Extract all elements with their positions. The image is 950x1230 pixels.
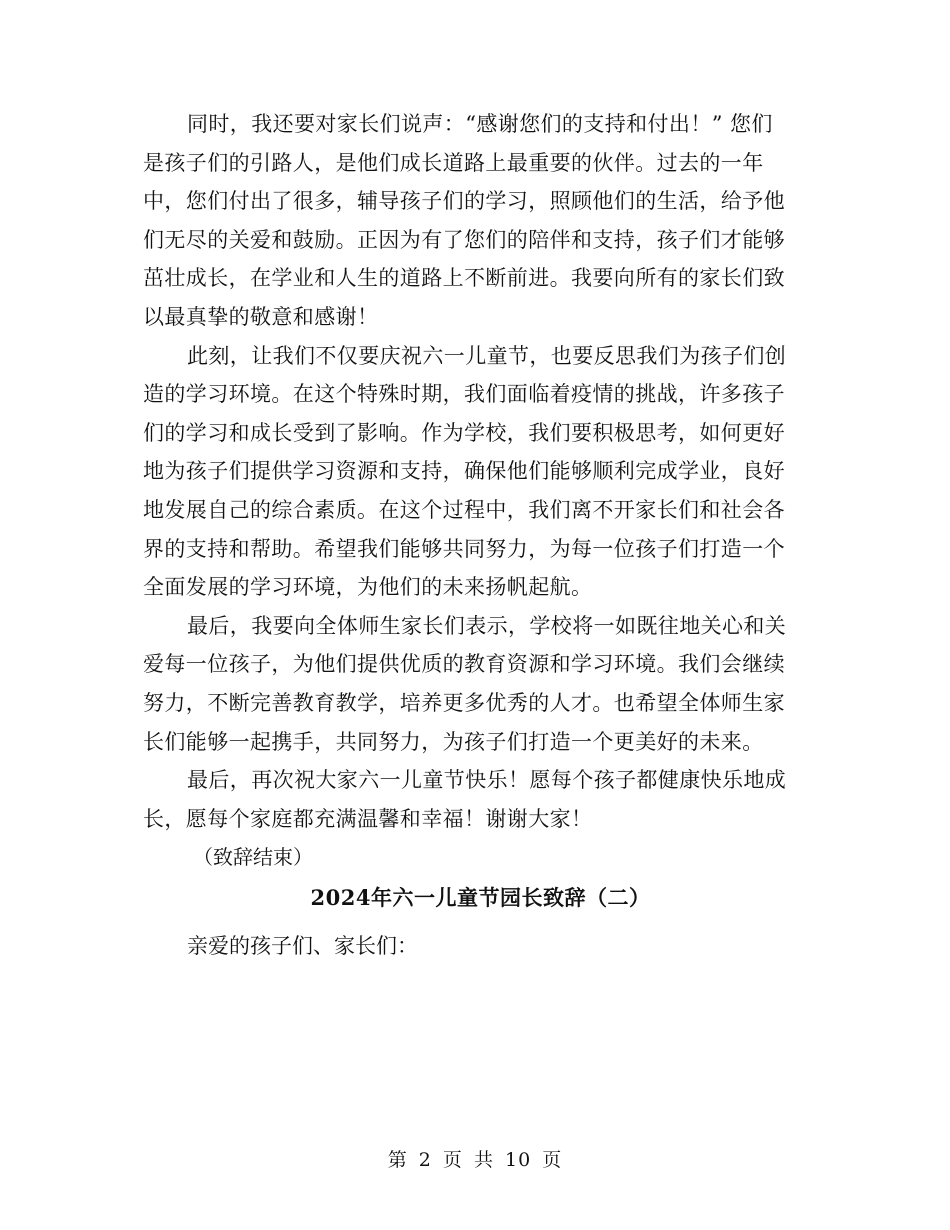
section-heading: 2024年六一儿童节园长致辞（二） — [310, 884, 651, 910]
text-line: 界的支持和帮助。希望我们能够共同努力，为每一位孩子们打造一个 — [143, 536, 785, 561]
text-line: 们的学习和成长受到了影响。作为学校，我们要积极思考，如何更好 — [143, 420, 785, 445]
text-line: 是孩子们的引路人，是他们成长道路上最重要的伙伴。过去的一年 — [143, 150, 764, 175]
salutation: 亲爱的孩子们、家长们： — [187, 933, 418, 958]
text-line: 地为孩子们提供学习资源和支持，确保他们能够顺利完成学业，良好 — [143, 459, 785, 484]
text-line: 最后，我要向全体师生家长们表示，学校将一如既往地关心和关 — [187, 613, 787, 638]
text-line: 造的学习环境。在这个特殊时期，我们面临着疫情的挑战，许多孩子 — [143, 382, 785, 407]
text-line: 爱每一位孩子，为他们提供优质的教育资源和学习环境。我们会继续 — [143, 652, 785, 677]
text-line: 全面发展的学习环境，为他们的未来扬帆起航。 — [143, 575, 593, 600]
text-line: 们无尽的关爱和鼓励。正因为有了您们的陪伴和支持，孩子们才能够 — [143, 227, 785, 252]
text-line: 地发展自己的综合素质。在这个过程中，我们离不开家长们和社会各 — [143, 497, 785, 522]
text-line: 此刻，让我们不仅要庆祝六一儿童节，也要反思我们为孩子们创 — [187, 343, 787, 368]
text-line: 茁壮成长，在学业和人生的道路上不断前进。我要向所有的家长们致 — [143, 266, 785, 291]
page-number-footer: 第 2 页 共 10 页 — [387, 1149, 563, 1171]
text-line: 同时，我还要对家长们说声：“感谢您们的支持和付出！” 您们 — [187, 112, 773, 136]
text-line: 长，愿每个家庭都充满温馨和幸福！谢谢大家！ — [143, 806, 593, 831]
speech-closing: （致辞结束） — [193, 845, 313, 870]
paragraph-learning-environment — [143, 337, 808, 607]
text-line: 努力，不断完善教育教学，培养更多优秀的人才。也希望全体师生家 — [143, 690, 785, 715]
text-line: 中，您们付出了很多，辅导孩子们的学习，照顾他们的生活，给予他 — [143, 189, 785, 214]
text-line: 长们能够一起携手，共同努力，为孩子们打造一个更美好的未来。 — [143, 729, 764, 754]
paragraph-final-wishes — [143, 761, 808, 838]
document-body — [143, 105, 808, 965]
text-line: 以最真挚的敬意和感谢！ — [143, 304, 379, 329]
paragraph-parent-thanks — [143, 105, 808, 337]
paragraph-school-commitment — [143, 607, 808, 761]
text-line: 最后，再次祝大家六一儿童节快乐！愿每个孩子都健康快乐地成 — [187, 768, 787, 793]
